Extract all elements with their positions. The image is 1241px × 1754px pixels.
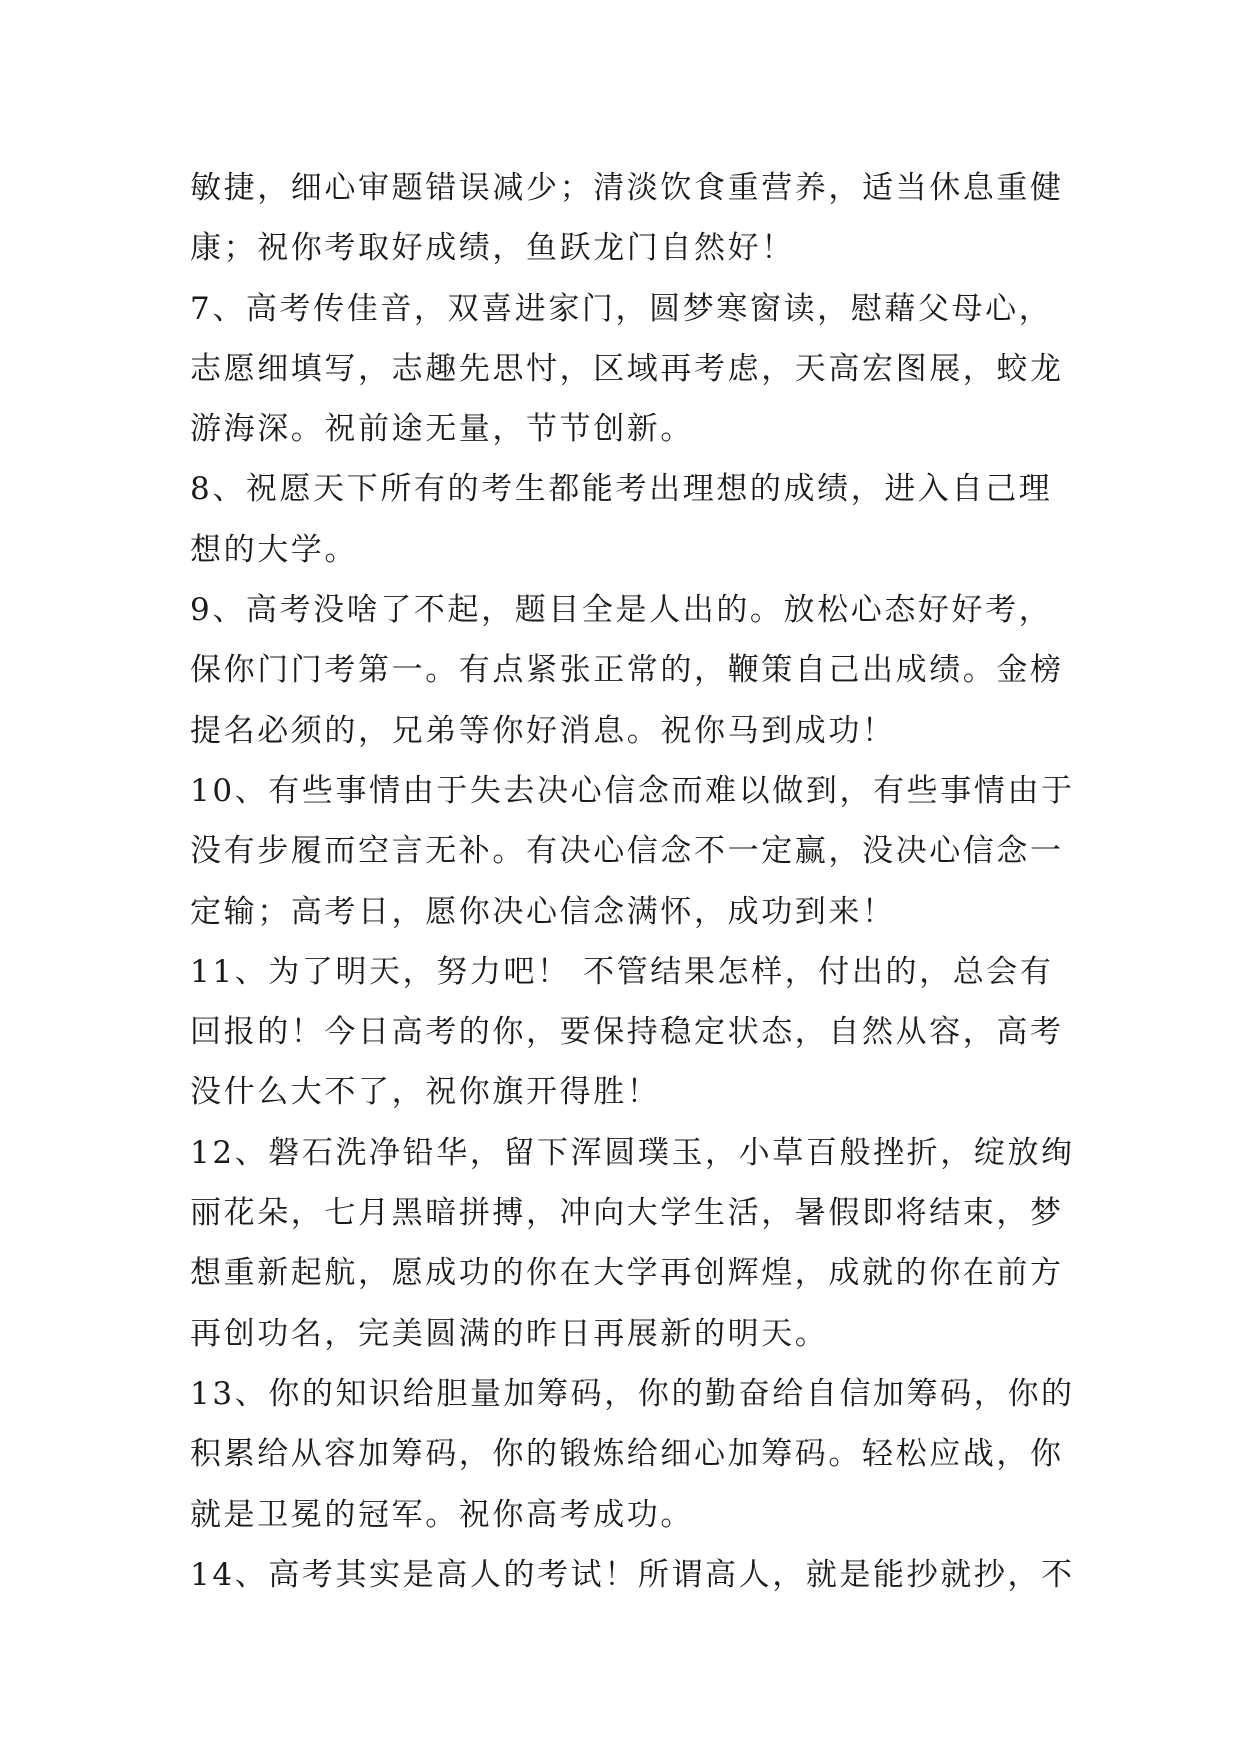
text-line: 没有步履而空言无补。有决心信念不一定赢，没决心信念一: [190, 833, 1064, 870]
text-line: 7、高考传佳音，双喜进家门，圆梦寒窗读，慰藉父母心，: [190, 290, 1053, 327]
text-line: 想重新起航，愿成功的你在大学再创辉煌，成就的你在前方: [190, 1255, 1064, 1292]
text-line: 没什么大不了，祝你旗开得胜！: [190, 1074, 661, 1111]
text-line: 8、祝愿天下所有的考生都能考出理想的成绩，进入自己理: [190, 471, 1053, 508]
text-line: 10、有些事情由于失去决心信念而难以做到，有些事情由于: [190, 772, 1075, 809]
text-line: 就是卫冕的冠军。祝你高考成功。: [190, 1496, 694, 1533]
text-line: 积累给从容加筹码，你的锻炼给细心加筹码。轻松应战，你: [190, 1436, 1064, 1473]
text-line: 12、磐石洗净铅华，留下浑圆璞玉，小草百般挫折，绽放绚: [190, 1134, 1075, 1171]
document-body: [190, 158, 1075, 1605]
text-line: 提名必须的，兄弟等你好消息。祝你马到成功！: [190, 712, 896, 749]
text-line: 保你门门考第一。有点紧张正常的，鞭策自己出成绩。金榜: [190, 652, 1064, 689]
text-line: 13、你的知识给胆量加筹码，你的勤奋给自信加筹码，你的: [190, 1375, 1075, 1412]
text-line: 14、高考其实是高人的考试！所谓高人，就是能抄就抄，不: [190, 1556, 1075, 1593]
text-line: 游海深。祝前途无量，节节创新。: [190, 411, 694, 448]
text-line: 11、为了明天，努力吧！ 不管结果怎样，付出的，总会有: [190, 953, 1054, 990]
text-line: 敏捷，细心审题错误减少；清淡饮食重营养，适当休息重健: [190, 170, 1064, 206]
text-line: 定输；高考日，愿你决心信念满怀，成功到来！: [190, 893, 896, 930]
text-line: 丽花朵，七月黑暗拼搏，冲向大学生活，暑假即将结束，梦: [190, 1195, 1064, 1232]
text-line: 9、高考没啥了不起，题目全是人出的。放松心态好好考，: [190, 592, 1053, 629]
text-line: 再创功名，完美圆满的昨日再展新的明天。: [190, 1315, 829, 1352]
text-line: 想的大学。: [190, 531, 358, 568]
text-line: 康；祝你考取好成绩，鱼跃龙门自然好！: [190, 230, 795, 267]
text-line: 回报的！今日高考的你，要保持稳定状态，自然从容，高考: [190, 1014, 1064, 1051]
text-line: 志愿细填写，志趣先思忖，区域再考虑，天高宏图展，蛟龙: [190, 350, 1064, 387]
